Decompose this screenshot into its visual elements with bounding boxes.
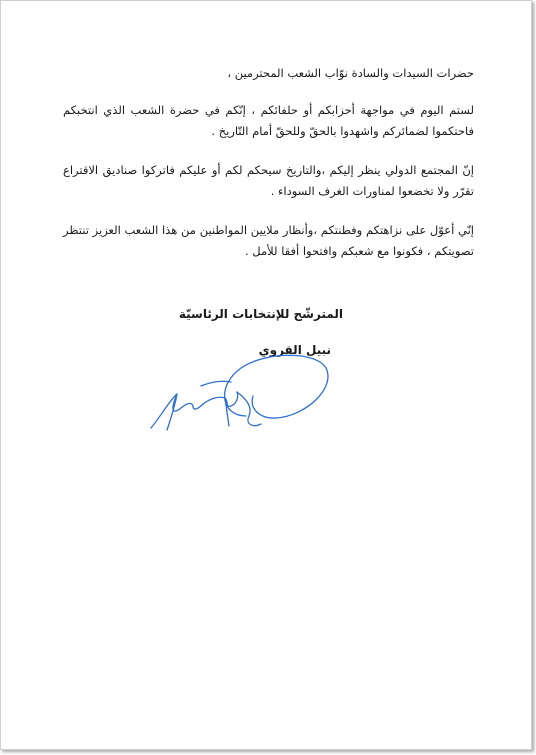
- letter-paragraph-2: إنّ المجتمع الدولي ينظر إليكم ،والتاريخ سيحكم لكم أو عليكم فاتركوا صناديق الاقتراع تقرّر ولا تخضعوا لمناورات الغرف السوداء .: [63, 163, 474, 198]
- letter-paragraph-3: إنّي أعوّل على نزاهتكم وفطنتكم ،وأنظار ملايين المواطنين من هذا الشعب العزيز تنتظر تصويتكم ، فكونوا مع شعبكم وافتحوا أفقا للأمل .: [63, 223, 474, 258]
- signatory-name: نبيل القروي: [258, 343, 331, 357]
- signatory-title: المترشّح للإنتخابات الرئاسيّة: [178, 307, 343, 321]
- letter-greeting: حضرات السيدات والسادة نوّاب الشعب المحترمين ،: [227, 66, 474, 80]
- letter-paragraph-1: لستم اليوم في مواجهة أحزابكم أو حلفائكم ، إنّكم في حضرة الشعب الذي انتخبكم فاحتكموا لضمائركم واشهدوا بالحقّ وللحقّ أمام التّاريخ .: [63, 103, 474, 138]
- handwritten-signature: [141, 346, 341, 441]
